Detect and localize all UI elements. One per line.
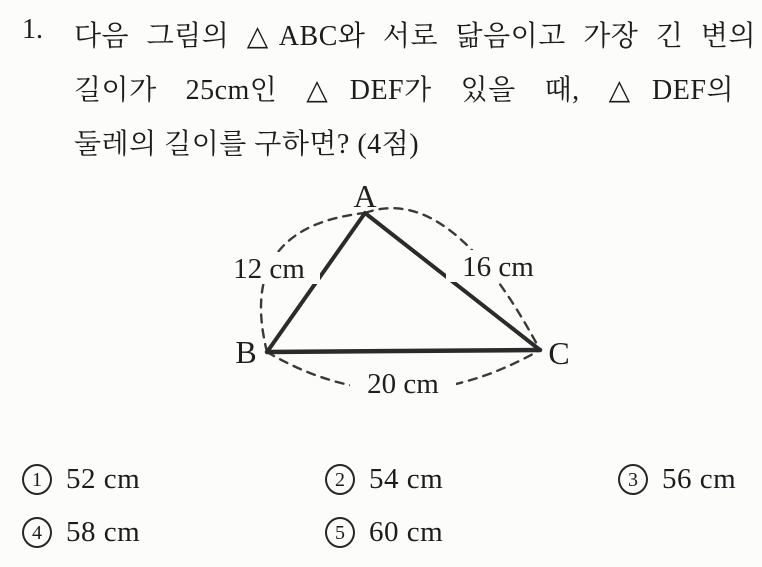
question-text-line-1: 다음 그림의 △ABC와 서로 닮음이고 가장 긴 변의 (74, 21, 756, 52)
vertex-label-b: B (235, 334, 257, 370)
question-number: 1. (22, 14, 43, 45)
triangle-side-bc (267, 350, 540, 352)
choice-marker-5: 5 (325, 517, 355, 548)
choice-text-2: 54 cm (369, 463, 444, 495)
choice-option-5[interactable] (325, 516, 443, 549)
vertex-label-a: A (353, 178, 377, 214)
vertex-label-c: C (548, 335, 570, 371)
question-text-line-3: 둘레의 길이를 구하면? (4점) (74, 129, 420, 160)
choice-option-4[interactable] (22, 516, 140, 549)
triangle-figure (150, 172, 600, 412)
choice-marker-1: 1 (22, 464, 52, 495)
choice-option-3[interactable] (618, 463, 736, 496)
choice-option-2[interactable] (325, 463, 443, 496)
choice-text-3: 56 cm (662, 463, 737, 495)
choice-text-5: 60 cm (369, 516, 444, 548)
choice-marker-3: 3 (618, 464, 648, 495)
choice-marker-2: 2 (325, 464, 355, 495)
side-label-ab: 12 cm (233, 253, 305, 285)
side-label-ac: 16 cm (462, 251, 534, 283)
choice-option-1[interactable] (22, 463, 140, 496)
side-label-bc: 20 cm (367, 368, 439, 400)
choice-marker-4: 4 (22, 517, 52, 548)
question-text-line-2: 길이가 25cm인 △DEF가 있을 때, △DEF의 (74, 75, 734, 106)
choice-text-4: 58 cm (66, 516, 141, 548)
choice-text-1: 52 cm (66, 463, 141, 495)
